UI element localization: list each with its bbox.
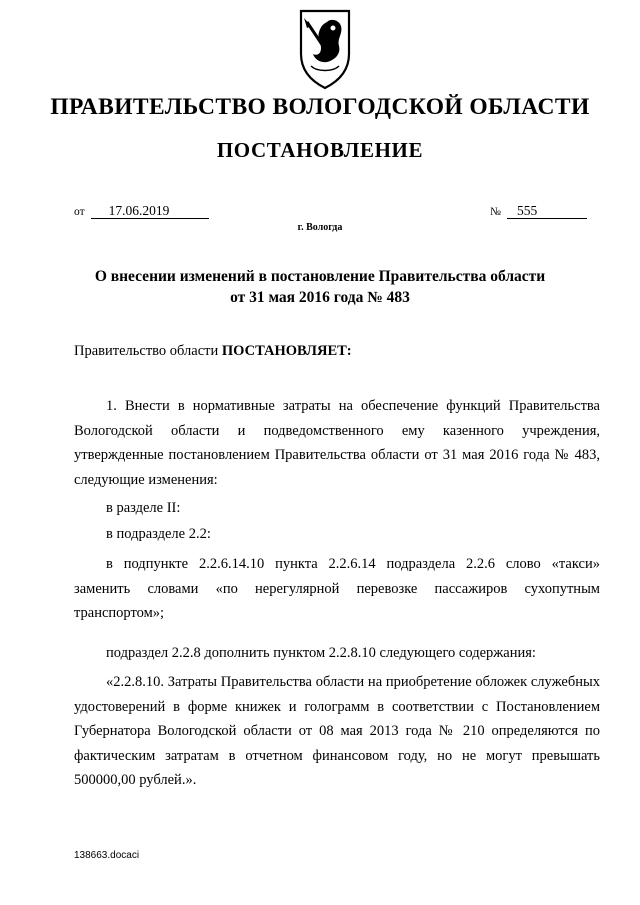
- number-value: 555: [507, 203, 587, 219]
- file-name: 138663.docaci: [74, 850, 140, 861]
- change-2-paragraph: подраздел 2.2.8 дополнить пунктом 2.2.8.10 следующего содержания:: [106, 645, 536, 661]
- document-heading: [60, 266, 580, 308]
- city: г. Вологда: [297, 222, 343, 233]
- date-prefix: от: [74, 206, 85, 218]
- heading-line-1: О внесении изменений в постановление Правительства области: [94, 268, 546, 285]
- subsection-line: в подразделе 2.2:: [106, 526, 211, 542]
- quote-paragraph: «2.2.8.10. Затраты Правительства области на приобретение обложек служебных удостоверений в форме книжек и голограмм в соответствии с Постановлением Губернатора Вологодской области от 08 мая 2013 года № 210 определяются по фактическим затратам в отчетном финансовом году, но не могут превышать 500000,00 рублей.».: [74, 674, 600, 788]
- heading-line-2: от 31 мая 2016 года № 483: [230, 289, 410, 306]
- government-title: ПРАВИТЕЛЬСТВО ВОЛОГОДСКОЙ ОБЛАСТИ: [50, 94, 590, 120]
- date-field: [74, 203, 209, 219]
- number-prefix: №: [490, 206, 501, 218]
- item-1-paragraph: 1. Внести в нормативные затраты на обеспечение функций Правительства Вологодской области и подведомственного ему казенного учреждения, утвержденные постановлением Правительства области от 31 мая 2016 года № 483, следующие изменения:: [74, 398, 600, 488]
- change-1-paragraph: в подпункте 2.2.6.14.10 пункта 2.2.6.14 подраздела 2.2.6 слово «такси» заменить словами «по нерегулярной перевозке пассажиров сухопутным транспортом»;: [74, 556, 600, 621]
- decree-line: [74, 343, 600, 360]
- section-line: в разделе II:: [106, 500, 181, 516]
- vologda-coat-of-arms-icon: [297, 8, 353, 90]
- decree-prefix: Правительство области: [74, 343, 219, 359]
- date-value: 17.06.2019: [91, 203, 209, 219]
- document-type: ПОСТАНОВЛЕНИЕ: [216, 138, 424, 162]
- decree-word: ПОСТАНОВЛЯЕТ:: [221, 343, 352, 359]
- number-field: [490, 203, 587, 219]
